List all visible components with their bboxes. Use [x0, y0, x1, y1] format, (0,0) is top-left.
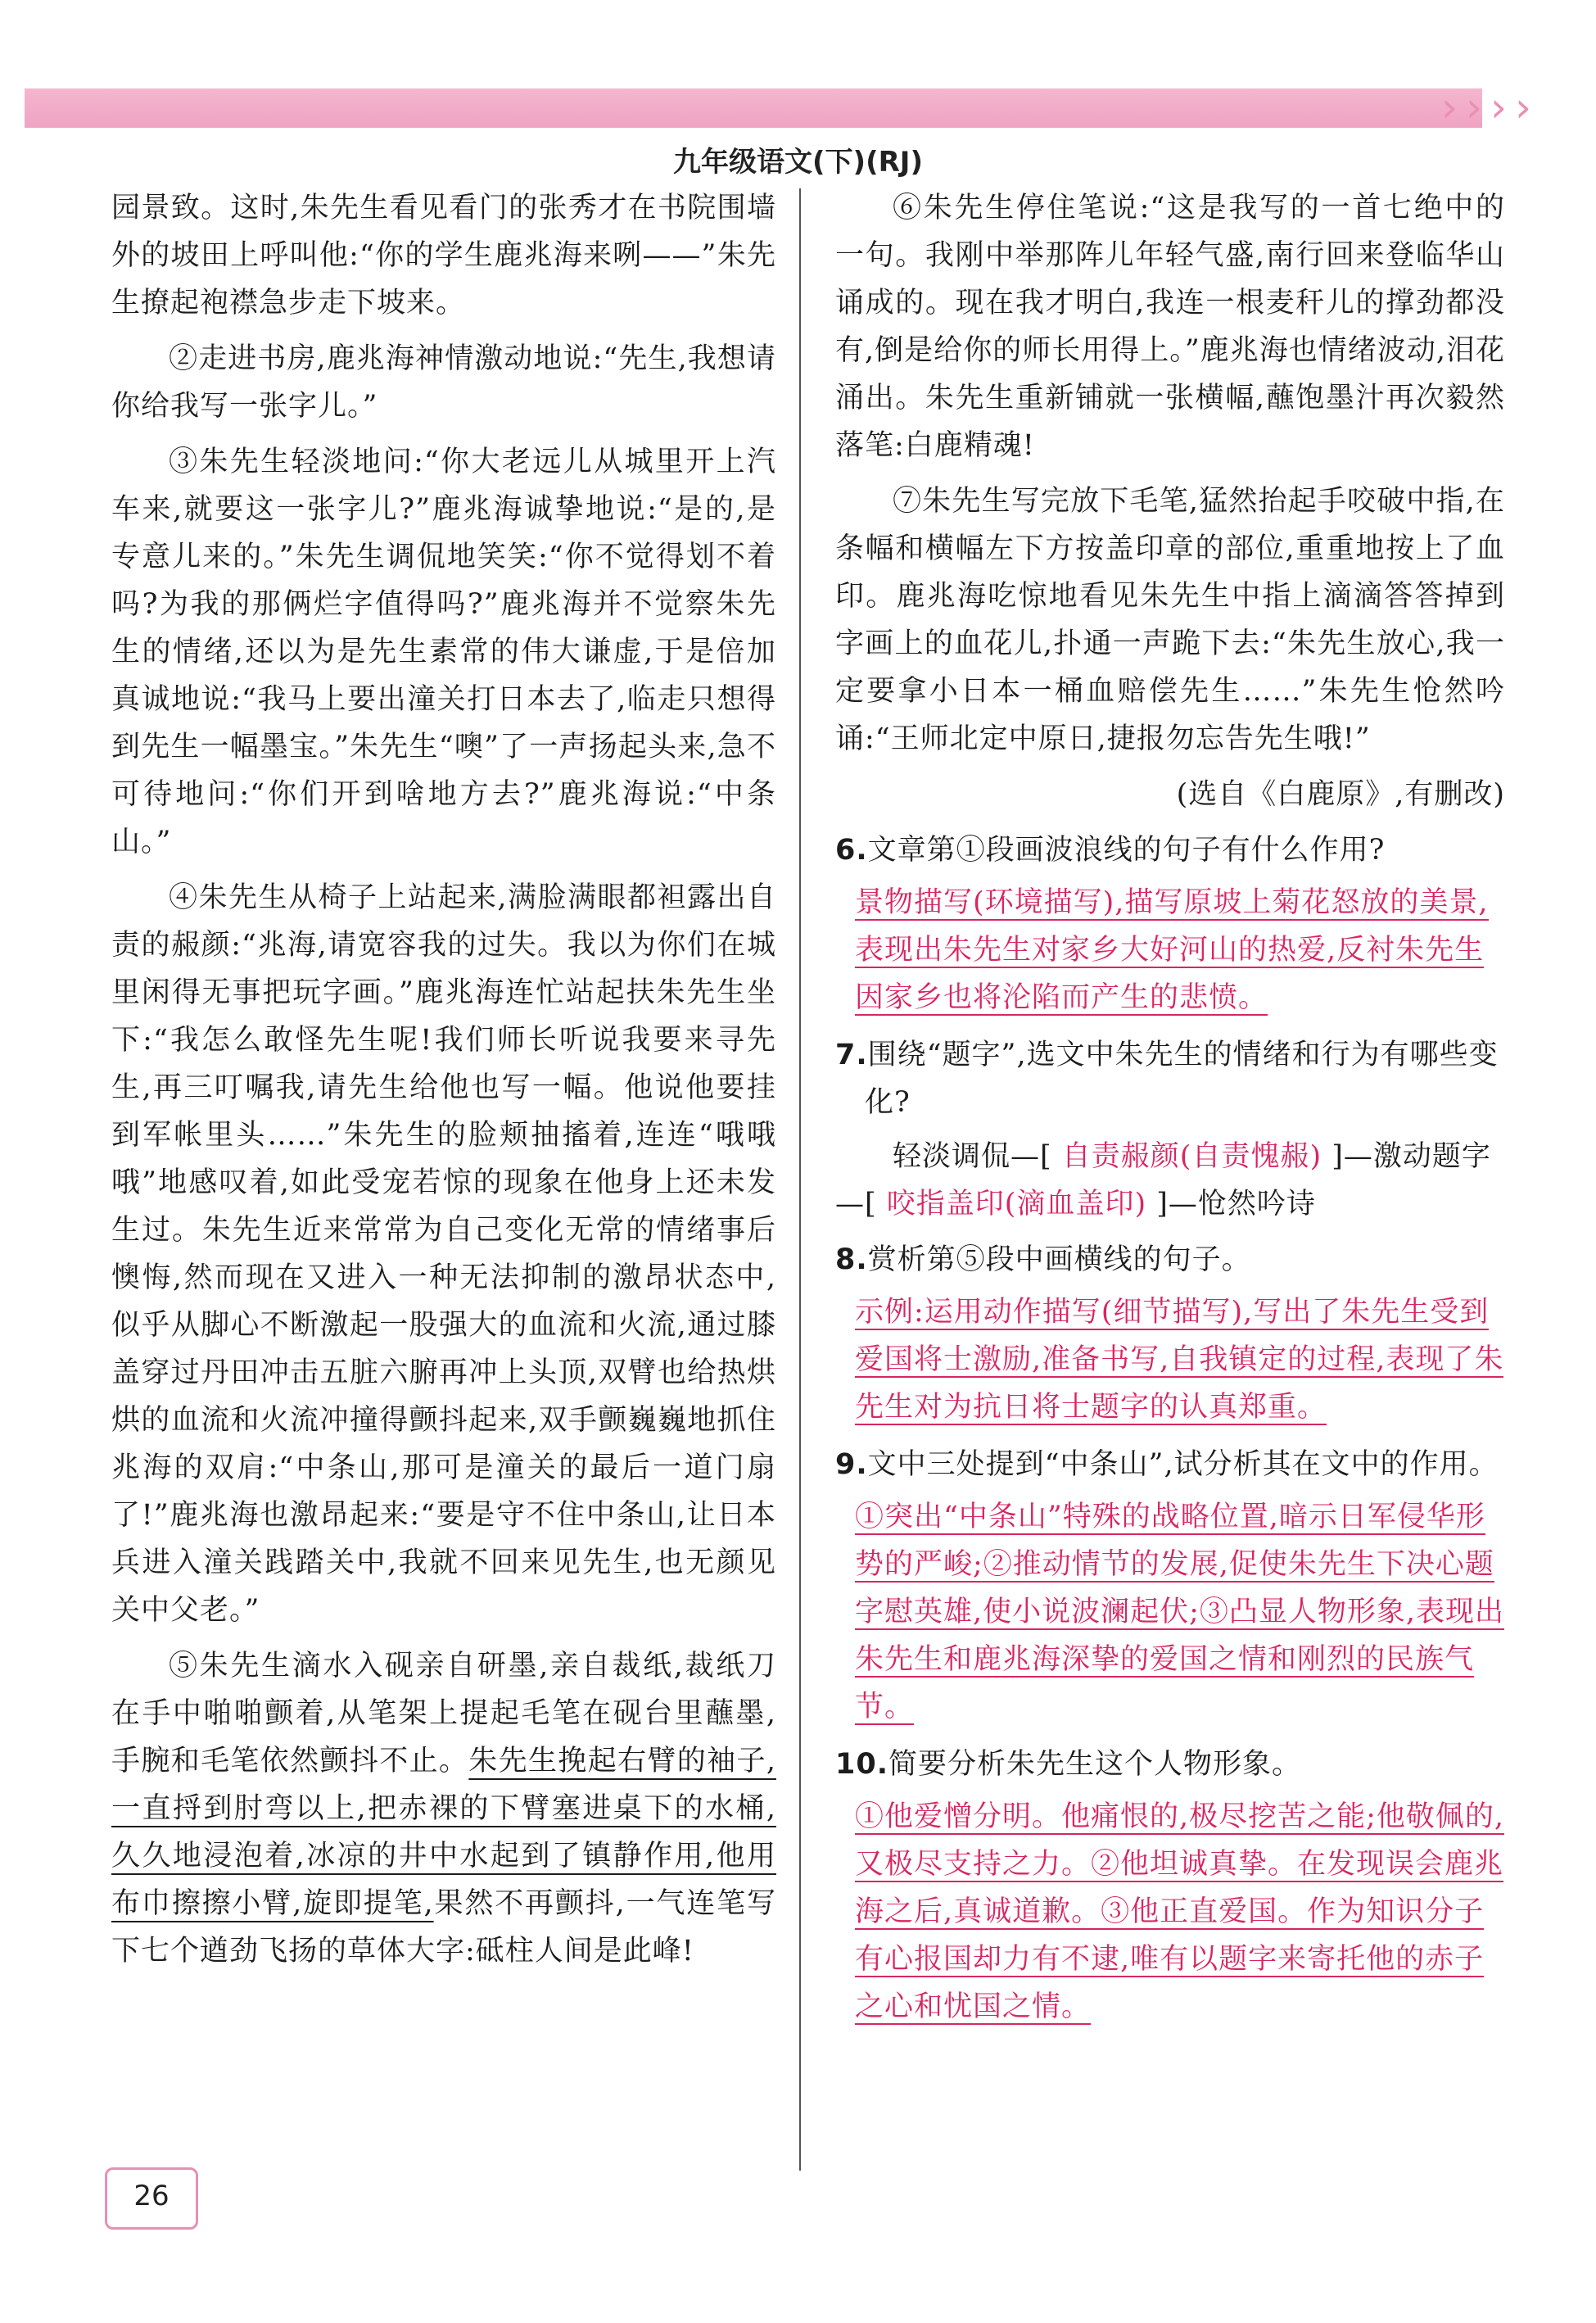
paragraph-text: ⑤朱先生滴水入砚亲自研墨,亲自裁纸,裁纸刀在手中啪啪颤着,从笔架上提起毛笔在砚台里蘸墨,手腕和毛笔依然颤抖不止。: [111, 1650, 776, 1777]
underlined-sentence: 朱先生挽起右臂的袖子,一直捋到肘弯以上,把赤裸的下臂塞进桌下的水桶,久久地浸泡着,冰凉的井中水起到了镇静作用,他用布巾擦擦小臂,旋即提笔,: [111, 1745, 776, 1920]
answer-text: 示例:运用动作描写(细节描写),写出了朱先生受到爱国将士激励,准备书写,自我镇定的过程,表现了朱先生对为抗日将士题字的认真郑重。: [855, 1296, 1504, 1424]
paragraph: ④朱先生从椅子上站起来,满脸满眼都袒露出自责的赧颜:“兆海,请宽容我的过失。我以为你们在城里闲得无事把玩字画。”鹿兆海连忙站起扶朱先生坐下:“我怎么敢怪先生呢!我们师长听说我要来寻先生,再三叮嘱我,请先生给他也写一幅。他说他要挂到军帐里头……”朱先生的脸颊抽搐着,连连“哦哦哦”地感叹着,如此受宠若惊的现象在他身上还未发生过。朱先生近来常常为自己变化无常的情绪事后懊悔,然而现在又进入一种无法抑制的激昂状态中,似乎从脚心不断激起一股强大的血流和火流,通过膝盖穿过丹田冲击五脏六腑再冲上头顶,双臂也给热烘烘的血流和火流冲撞得颤抖起来,双手颤巍巍地抓住兆海的双肩:“中条山,那可是潼关的最后一道门扇了!”鹿兆海也激昂起来:“要是守不住中条山,让日本兵进入潼关践踏关中,我就不回来见先生,也无颜见关中父老。”: [111, 881, 776, 1627]
chevron-right-icon: ›: [1466, 84, 1482, 131]
chevron-right-icon: ›: [1441, 84, 1458, 131]
question-text: 文中三处提到“中条山”,试分析其在文中的作用。: [867, 1448, 1499, 1481]
paragraph: ⑥朱先生停住笔说:“这是我写的一首七绝中的一句。我刚中举那阵儿年轻气盛,南行回来登临华山诵成的。现在我才明白,我连一根麦秆儿的撑劲都没有,倒是给你的师长用得上。”鹿兆海也情绪波动,泪花涌出。朱先生重新铺就一张横幅,蘸饱墨汁再次毅然落笔:白鹿精魂!: [835, 192, 1505, 462]
question-9: [835, 1441, 1505, 1488]
answer-8: [855, 1288, 1505, 1431]
page-number-badge: [105, 2167, 198, 2230]
left-column: [111, 184, 776, 1983]
question-text: 围绕“题字”,选文中朱先生的情绪和行为有哪些变化?: [865, 1039, 1499, 1119]
chain-text: ]—怆然吟诗: [1156, 1188, 1316, 1220]
header-banner: [25, 84, 1482, 131]
page-number: 26: [133, 2180, 170, 2212]
question-8: [835, 1236, 1505, 1284]
paragraph: ③朱先生轻淡地问:“你大老远儿从城里开上汽车来,就要这一张字儿?”鹿兆海诚挚地说:“是的,是专意儿来的。”朱先生调侃地笑笑:“你不觉得划不着吗?为我的那俩烂字值得吗?”鹿兆海并不觉察朱先生的情绪,还以为是先生素常的伟大谦虚,于是倍加真诚地说:“我马上要出潼关打日本去了,临走只想得到先生一幅墨宝。”朱先生“噢”了一声扬起头来,急不可待地问:“你们开到啥地方去?”鹿兆海说:“中条山。”: [111, 446, 776, 858]
chevron-right-icon: ›: [1515, 84, 1531, 131]
question-6: [835, 826, 1505, 874]
answer-7: [835, 1133, 1505, 1228]
question-number: 9.: [835, 1448, 868, 1481]
paragraph-text: 果然不再颤抖,一气连笔写下七个遒劲飞扬的草体大字:砥柱人间是此峰!: [111, 1887, 776, 1968]
answer-10: [855, 1793, 1505, 2031]
right-column: [835, 184, 1505, 2040]
question-10: [835, 1741, 1505, 1788]
question-number: 7.: [835, 1039, 868, 1071]
blank-answer: 自责赧颜(自责愧赧): [1061, 1140, 1322, 1173]
chain-text: 轻淡调侃—[: [893, 1140, 1052, 1173]
question-number: 10.: [835, 1748, 889, 1781]
answer-9: [855, 1493, 1505, 1731]
chevron-right-icon: ›: [1490, 84, 1507, 131]
blank-answer: 咬指盖印(滴血盖印): [886, 1188, 1147, 1220]
page-header-title: 九年级语文(下)(RJ): [673, 146, 923, 179]
question-text: 文章第①段画波浪线的句子有什么作用?: [867, 834, 1386, 867]
paragraph-5: [111, 1642, 776, 1975]
question-7: [835, 1031, 1505, 1126]
answer-6: [855, 879, 1505, 1021]
question-number: 6.: [835, 834, 868, 867]
answer-text: ①突出“中条山”特殊的战略位置,暗示日军侵华形势的严峻;②推动情节的发展,促使朱先生下决心题字慰英雄,使小说波澜起伏;③凸显人物形象,表现出朱先生和鹿兆海深挚的爱国之情和刚烈的民族气节。: [855, 1501, 1505, 1723]
paragraph: ⑦朱先生写完放下毛笔,猛然抬起手咬破中指,在条幅和横幅左下方按盖印章的部位,重重地按上了血印。鹿兆海吃惊地看见朱先生中指上滴滴答答掉到字画上的血花儿,扑通一声跪下去:“朱先生放心,我一定要拿小日本一桶血赔偿先生……”朱先生怆然吟诵:“王师北定中原日,捷报勿忘告先生哦!”: [835, 485, 1505, 755]
chain-text: ]—激动题字—[: [835, 1140, 1491, 1220]
paragraph: 园景致。这时,朱先生看见看门的张秀才在书院围墙外的坡田上呼叫他:“你的学生鹿兆海来咧——”朱先生撩起袍襟急步走下坡来。: [111, 192, 776, 319]
source-citation: (选自《白鹿原》,有删改): [1176, 778, 1505, 811]
question-text: 赏析第⑤段中画横线的句子。: [867, 1243, 1251, 1276]
question-text: 简要分析朱先生这个人物形象。: [888, 1748, 1302, 1781]
answer-text: ①他爱憎分明。他痛恨的,极尽挖苦之能;他敬佩的,又极尽支持之力。②他坦诚真挚。在发现误会鹿兆海之后,真诚道歉。③他正直爱国。作为知识分子有心报国却力有不逮,唯有以题字来寄托他的赤子之心和忧国之情。: [855, 1800, 1505, 2023]
paragraph: ②走进书房,鹿兆海神情激动地说:“先生,我想请你给我写一张字儿。”: [111, 342, 776, 423]
answer-text: 景物描写(环境描写),描写原坡上菊花怒放的美景,表现出朱先生对家乡大好河山的热爱,反衬朱先生因家乡也将沦陷而产生的悲愤。: [855, 886, 1489, 1014]
column-divider: [799, 188, 801, 2171]
question-number: 8.: [835, 1243, 868, 1276]
